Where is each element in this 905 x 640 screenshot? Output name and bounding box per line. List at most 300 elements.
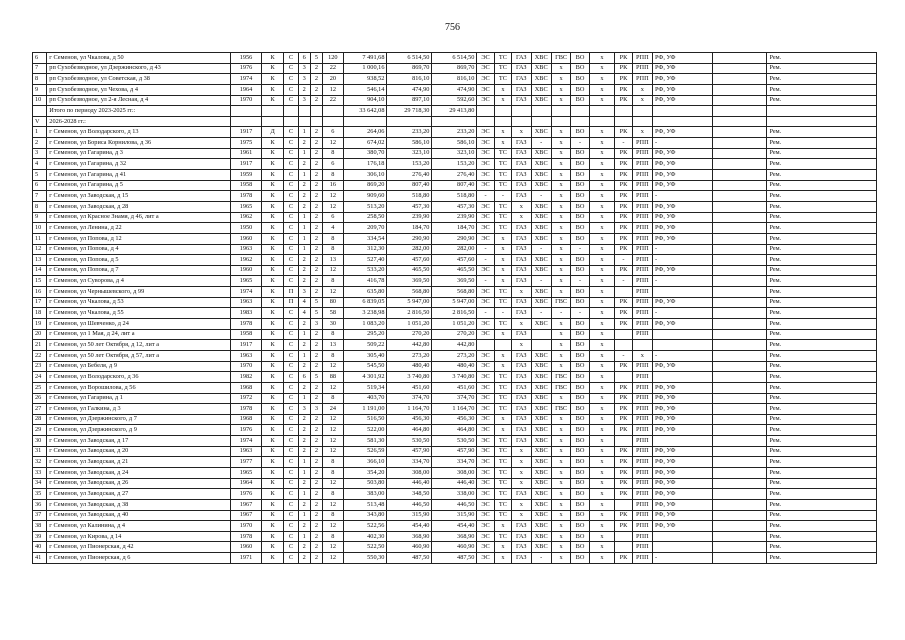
table-cell: 26 xyxy=(33,393,47,404)
table-cell: г Семенов, ул Чкалова, д 55 xyxy=(47,308,231,319)
table-row xyxy=(33,467,877,478)
table-cell: 1 191,00 xyxy=(343,404,387,415)
table-cell: Рем. xyxy=(767,74,877,85)
table-cell: 474,90 xyxy=(387,84,432,95)
table-cell: 12 xyxy=(323,436,343,447)
table-cell: ГАЗ xyxy=(512,148,531,159)
table-cell: РПП xyxy=(632,510,652,521)
table-cell: 2026-2028 гг.: xyxy=(47,116,231,127)
table-cell: г Семенов, ул Дзержинского, д 7 xyxy=(47,414,231,425)
table-cell: РК xyxy=(615,457,632,468)
table-cell: 29 718,30 xyxy=(387,106,432,117)
table-cell: г Семенов, ул Красное Знамя, д 46, лит а xyxy=(47,212,231,223)
table-cell: 41 xyxy=(33,553,47,564)
table-cell: 1 xyxy=(298,170,310,181)
table-cell xyxy=(494,106,511,117)
table-cell: х xyxy=(494,350,511,361)
table-cell: РПП xyxy=(632,319,652,330)
table-cell: К xyxy=(261,510,283,521)
table-cell: 464,80 xyxy=(432,425,477,436)
table-cell xyxy=(512,116,531,127)
table-cell: 33 642,08 xyxy=(343,106,387,117)
table-cell: РК xyxy=(615,393,632,404)
table-cell: 416,78 xyxy=(343,276,387,287)
table-cell: ВО xyxy=(571,510,589,521)
table-cell: Рем. xyxy=(767,180,877,191)
table-cell: РК xyxy=(615,308,632,319)
table-cell: ХВС xyxy=(531,542,551,553)
table-cell xyxy=(477,116,494,127)
table-row xyxy=(33,425,877,436)
table-cell: ТС xyxy=(494,372,511,383)
table-cell: К xyxy=(261,244,283,255)
table-cell: х xyxy=(512,510,531,521)
table-cell: г Семенов, ул Заводская, д 20 xyxy=(47,446,231,457)
table-cell xyxy=(653,106,713,117)
table-cell: ТС xyxy=(494,201,511,212)
table-cell: ГАЗ xyxy=(512,521,531,532)
table-row xyxy=(33,489,877,500)
table-cell: 334,70 xyxy=(387,457,432,468)
table-cell: ХВС xyxy=(531,467,551,478)
table-cell: 12 xyxy=(323,382,343,393)
table-cell: С xyxy=(284,414,298,425)
table-cell: 1 xyxy=(298,467,310,478)
table-cell: х xyxy=(512,457,531,468)
table-cell: х xyxy=(589,53,615,64)
table-cell: С xyxy=(284,138,298,149)
table-cell: ГАЗ xyxy=(512,361,531,372)
table-cell: ВО xyxy=(571,159,589,170)
table-cell: 1963 xyxy=(231,350,262,361)
table-cell: ХВС xyxy=(531,425,551,436)
table-cell: К xyxy=(261,467,283,478)
table-cell: 527,40 xyxy=(343,255,387,266)
table-cell xyxy=(713,489,767,500)
table-cell: РФ, УФ xyxy=(653,63,713,74)
table-cell: х xyxy=(589,127,615,138)
table-cell: 88 xyxy=(323,372,343,383)
table-cell: - xyxy=(615,138,632,149)
table-cell: Рем. xyxy=(767,425,877,436)
table-cell: 446,50 xyxy=(387,499,432,510)
table-cell: ГАЗ xyxy=(512,393,531,404)
table-cell: - xyxy=(653,138,713,149)
table-cell: г Семенов, ул Гагарина, д 32 xyxy=(47,159,231,170)
table-cell: РК xyxy=(615,53,632,64)
table-cell: ЭС xyxy=(477,531,494,542)
table-cell: х xyxy=(589,329,615,340)
table-cell: С xyxy=(284,350,298,361)
table-cell xyxy=(615,542,632,553)
table-cell: 233,20 xyxy=(432,127,477,138)
table-cell: 12 xyxy=(323,499,343,510)
table-cell: Рем. xyxy=(767,148,877,159)
table-cell: 273,20 xyxy=(432,350,477,361)
table-cell: 270,20 xyxy=(387,329,432,340)
table-cell: РПП xyxy=(632,499,652,510)
table-cell: К xyxy=(261,148,283,159)
table-cell: 34 xyxy=(33,478,47,489)
table-cell xyxy=(615,499,632,510)
table-cell: К xyxy=(261,489,283,500)
table-cell: 1 051,20 xyxy=(432,319,477,330)
table-cell: С xyxy=(284,276,298,287)
table-cell xyxy=(713,233,767,244)
table-cell: ЭС xyxy=(477,127,494,138)
table-cell: ВО xyxy=(571,53,589,64)
table-cell: ВО xyxy=(571,531,589,542)
table-cell: РФ, УФ xyxy=(653,212,713,223)
table-cell: 380,70 xyxy=(343,148,387,159)
table-cell: 315,90 xyxy=(387,510,432,521)
table-cell: 295,20 xyxy=(343,329,387,340)
table-cell: Рем. xyxy=(767,265,877,276)
table-row xyxy=(33,436,877,447)
table-cell: 526,59 xyxy=(343,446,387,457)
table-cell: РК xyxy=(615,223,632,234)
table-cell: х xyxy=(551,159,570,170)
table-cell: ГАЗ xyxy=(512,180,531,191)
table-cell: С xyxy=(284,499,298,510)
table-cell xyxy=(653,329,713,340)
table-cell: Рем. xyxy=(767,499,877,510)
table-cell: 1 xyxy=(298,212,310,223)
table-cell: - xyxy=(477,276,494,287)
table-cell: 869,70 xyxy=(432,63,477,74)
table-cell: х xyxy=(551,191,570,202)
table-cell: 12 xyxy=(323,361,343,372)
table-row xyxy=(33,297,877,308)
table-cell: С xyxy=(284,319,298,330)
table-cell: ХВС xyxy=(531,74,551,85)
table-cell: ЭС xyxy=(477,74,494,85)
table-cell: С xyxy=(284,63,298,74)
table-cell: ЭС xyxy=(477,489,494,500)
table-cell: ХВС xyxy=(531,350,551,361)
table-cell: 2 xyxy=(310,542,322,553)
table-cell xyxy=(713,308,767,319)
table-cell: 1968 xyxy=(231,382,262,393)
table-cell: х xyxy=(494,138,511,149)
table-cell: х xyxy=(589,350,615,361)
table-cell: ЭС xyxy=(477,223,494,234)
table-cell: х xyxy=(589,319,615,330)
table-cell: 635,80 xyxy=(343,287,387,298)
table-cell: К xyxy=(261,74,283,85)
table-cell: С xyxy=(284,265,298,276)
table-cell: ХВС xyxy=(531,382,551,393)
table-cell: х xyxy=(551,542,570,553)
table-cell: - xyxy=(477,255,494,266)
table-cell: 938,52 xyxy=(343,74,387,85)
table-cell: 586,10 xyxy=(432,138,477,149)
table-cell: 5 xyxy=(310,372,322,383)
table-cell: 354,20 xyxy=(343,467,387,478)
table-cell: ЭС xyxy=(477,467,494,478)
table-cell: П xyxy=(284,297,298,308)
table-cell: 1983 xyxy=(231,308,262,319)
table-cell: 16 xyxy=(33,287,47,298)
table-cell: 2 xyxy=(310,414,322,425)
table-cell: 457,30 xyxy=(432,201,477,212)
table-cell: х xyxy=(589,404,615,415)
table-row xyxy=(33,308,877,319)
table-cell xyxy=(713,478,767,489)
table-cell: х xyxy=(589,201,615,212)
table-cell: 30 xyxy=(33,436,47,447)
table-cell: 13 xyxy=(323,340,343,351)
table-cell: Рем. xyxy=(767,95,877,106)
table-cell: ТС xyxy=(494,148,511,159)
table-cell: х xyxy=(589,446,615,457)
table-cell: ТС xyxy=(494,297,511,308)
table-cell: Рем. xyxy=(767,414,877,425)
table-cell: РК xyxy=(615,127,632,138)
table-row xyxy=(33,510,877,521)
table-cell: 6 xyxy=(298,53,310,64)
table-cell: К xyxy=(261,361,283,372)
table-cell: ТС xyxy=(494,404,511,415)
table-cell: ГАЗ xyxy=(512,244,531,255)
table-cell xyxy=(713,404,767,415)
table-row xyxy=(33,127,877,138)
table-cell: 2 xyxy=(310,436,322,447)
table-cell: ХВС xyxy=(531,255,551,266)
table-cell: 12 xyxy=(323,446,343,457)
table-cell: г Семенов, ул Чернышевского, д 99 xyxy=(47,287,231,298)
table-cell: 12 xyxy=(323,521,343,532)
table-cell: 1 xyxy=(298,223,310,234)
table-cell: - xyxy=(653,255,713,266)
table-cell: 1 xyxy=(298,393,310,404)
table-cell: х xyxy=(589,265,615,276)
table-cell: 1974 xyxy=(231,74,262,85)
table-cell: ВО xyxy=(571,350,589,361)
table-cell: 509,22 xyxy=(343,340,387,351)
table-cell: 2 xyxy=(310,467,322,478)
table-cell: 904,10 xyxy=(343,95,387,106)
table-cell xyxy=(713,350,767,361)
table-cell: ЭС xyxy=(477,148,494,159)
table-cell: х xyxy=(589,297,615,308)
table-cell: РФ, УФ xyxy=(653,233,713,244)
table-cell: 19 xyxy=(33,319,47,330)
table-cell xyxy=(713,223,767,234)
table-cell: ЭС xyxy=(477,414,494,425)
table-cell: ГАЗ xyxy=(512,372,531,383)
table-cell: РФ, УФ xyxy=(653,499,713,510)
table-cell: 10 xyxy=(33,223,47,234)
table-cell: ХВС xyxy=(531,414,551,425)
table-cell xyxy=(713,446,767,457)
table-cell: 8 xyxy=(323,510,343,521)
table-cell: ЭС xyxy=(477,95,494,106)
table-cell: х xyxy=(494,329,511,340)
table-cell xyxy=(531,329,551,340)
table-cell: 369,50 xyxy=(387,276,432,287)
table-cell: х xyxy=(551,223,570,234)
table-cell xyxy=(713,287,767,298)
table-cell: С xyxy=(284,255,298,266)
table-cell: РК xyxy=(615,265,632,276)
table-cell: РПП xyxy=(632,425,652,436)
table-cell: х xyxy=(551,436,570,447)
table-cell xyxy=(713,170,767,181)
table-cell xyxy=(713,436,767,447)
table-cell: 3 xyxy=(310,319,322,330)
table-cell xyxy=(713,255,767,266)
table-cell: 457,90 xyxy=(387,446,432,457)
table-cell: рп Сухобезводное, ул Дзержинского, д 43 xyxy=(47,63,231,74)
table-cell: К xyxy=(261,425,283,436)
table-cell: РФ, УФ xyxy=(653,319,713,330)
table-cell: х xyxy=(589,436,615,447)
table-cell: 312,30 xyxy=(343,244,387,255)
table-cell: С xyxy=(284,436,298,447)
table-cell xyxy=(713,138,767,149)
table-cell: 37 xyxy=(33,510,47,521)
table-cell: РПП xyxy=(632,382,652,393)
table-cell: 153,20 xyxy=(432,159,477,170)
table-cell: 276,40 xyxy=(387,170,432,181)
table-cell: 897,10 xyxy=(387,95,432,106)
table-cell: 6 514,50 xyxy=(387,53,432,64)
table-cell: 487,50 xyxy=(432,553,477,564)
table-cell: ГАЗ xyxy=(512,382,531,393)
table-cell: 1967 xyxy=(231,510,262,521)
table-cell: С xyxy=(284,170,298,181)
table-cell: ВО xyxy=(571,393,589,404)
table-cell: - xyxy=(494,308,511,319)
table-cell: 8 xyxy=(323,467,343,478)
table-cell: С xyxy=(284,425,298,436)
table-cell: Рем. xyxy=(767,223,877,234)
table-cell xyxy=(310,106,322,117)
table-cell: ЭС xyxy=(477,180,494,191)
table-cell: К xyxy=(261,63,283,74)
table-cell: 503,80 xyxy=(343,478,387,489)
table-cell xyxy=(713,467,767,478)
table-cell xyxy=(387,116,432,127)
table-cell: г Семенов, ул Заводская, д 26 xyxy=(47,478,231,489)
table-cell xyxy=(298,106,310,117)
table-cell: 29 xyxy=(33,425,47,436)
table-cell: 2 xyxy=(310,361,322,372)
table-cell: ТС xyxy=(494,159,511,170)
table-cell: К xyxy=(261,404,283,415)
table-cell: РФ, УФ xyxy=(653,297,713,308)
table-cell: К xyxy=(261,393,283,404)
table-cell: РК xyxy=(615,553,632,564)
table-cell: РК xyxy=(615,446,632,457)
table-cell: 522,00 xyxy=(343,425,387,436)
table-cell: х xyxy=(589,244,615,255)
table-cell: 6 xyxy=(323,159,343,170)
table-cell: С xyxy=(284,84,298,95)
table-cell: 2 xyxy=(298,414,310,425)
table-cell: г Семенов, ул 1 Мая, д 24, лит а xyxy=(47,329,231,340)
table-cell: ЭС xyxy=(477,329,494,340)
table-cell: 323,10 xyxy=(432,148,477,159)
table-cell: - xyxy=(653,244,713,255)
table-row xyxy=(33,170,877,181)
table-cell: РК xyxy=(615,414,632,425)
table-cell: 6 xyxy=(323,212,343,223)
table-row xyxy=(33,74,877,85)
table-row xyxy=(33,233,877,244)
table-cell: 13 xyxy=(33,255,47,266)
table-row xyxy=(33,255,877,266)
table-row xyxy=(33,191,877,202)
table-cell: 1976 xyxy=(231,489,262,500)
table-cell: РК xyxy=(615,191,632,202)
table-cell: 8 xyxy=(323,329,343,340)
table-cell: РФ, УФ xyxy=(653,180,713,191)
table-cell: 308,00 xyxy=(387,467,432,478)
table-cell: Рем. xyxy=(767,319,877,330)
table-cell: 11 xyxy=(33,233,47,244)
table-cell xyxy=(589,106,615,117)
table-cell: 1 xyxy=(298,148,310,159)
table-cell: 474,90 xyxy=(432,84,477,95)
table-cell: г Семенов, ул Попова, д 7 xyxy=(47,265,231,276)
table-cell: 305,40 xyxy=(343,350,387,361)
table-cell: - xyxy=(494,191,511,202)
table-cell: С xyxy=(284,372,298,383)
table-cell: С xyxy=(284,127,298,138)
table-cell: г Семенов, ул Заводская, д 15 xyxy=(47,191,231,202)
table-cell: 816,10 xyxy=(432,74,477,85)
table-cell: х xyxy=(512,212,531,223)
table-cell: ГАЗ xyxy=(512,425,531,436)
table-cell: 368,90 xyxy=(432,531,477,542)
table-cell: К xyxy=(261,276,283,287)
table-cell: ГВС xyxy=(551,372,570,383)
table-cell: 1 xyxy=(298,510,310,521)
table-cell xyxy=(615,116,632,127)
table-cell: ВО xyxy=(571,74,589,85)
table-cell: 10 xyxy=(33,95,47,106)
table-cell: РПП xyxy=(632,393,652,404)
table-cell: ТС xyxy=(494,74,511,85)
table-cell: РФ, УФ xyxy=(653,467,713,478)
table-cell xyxy=(261,116,283,127)
table-cell: г Семенов, ул Бориса Корнилова, д 36 xyxy=(47,138,231,149)
table-cell: РК xyxy=(615,74,632,85)
table-cell: ВО xyxy=(571,148,589,159)
table-cell: 5 xyxy=(310,308,322,319)
table-cell: рп Сухобезводное, ул Чехова, д 4 xyxy=(47,84,231,95)
table-cell xyxy=(713,329,767,340)
table-cell xyxy=(767,116,877,127)
table-cell: 1977 xyxy=(231,457,262,468)
table-cell: ТС xyxy=(494,478,511,489)
table-cell: 2 xyxy=(310,531,322,542)
table-cell: х xyxy=(512,478,531,489)
table-cell: х xyxy=(551,233,570,244)
table-cell: 2 xyxy=(298,265,310,276)
table-cell: х xyxy=(494,542,511,553)
table-cell: г Семенов, ул Бебеля, д 9 xyxy=(47,361,231,372)
table-cell: ТС xyxy=(494,436,511,447)
table-cell: 545,50 xyxy=(343,361,387,372)
table-cell: К xyxy=(261,340,283,351)
table-cell: г Семенов, ул 50 лет Октября, д 57, лит а xyxy=(47,350,231,361)
table-cell: 1962 xyxy=(231,255,262,266)
table-cell xyxy=(713,265,767,276)
table-cell: 2 xyxy=(310,74,322,85)
